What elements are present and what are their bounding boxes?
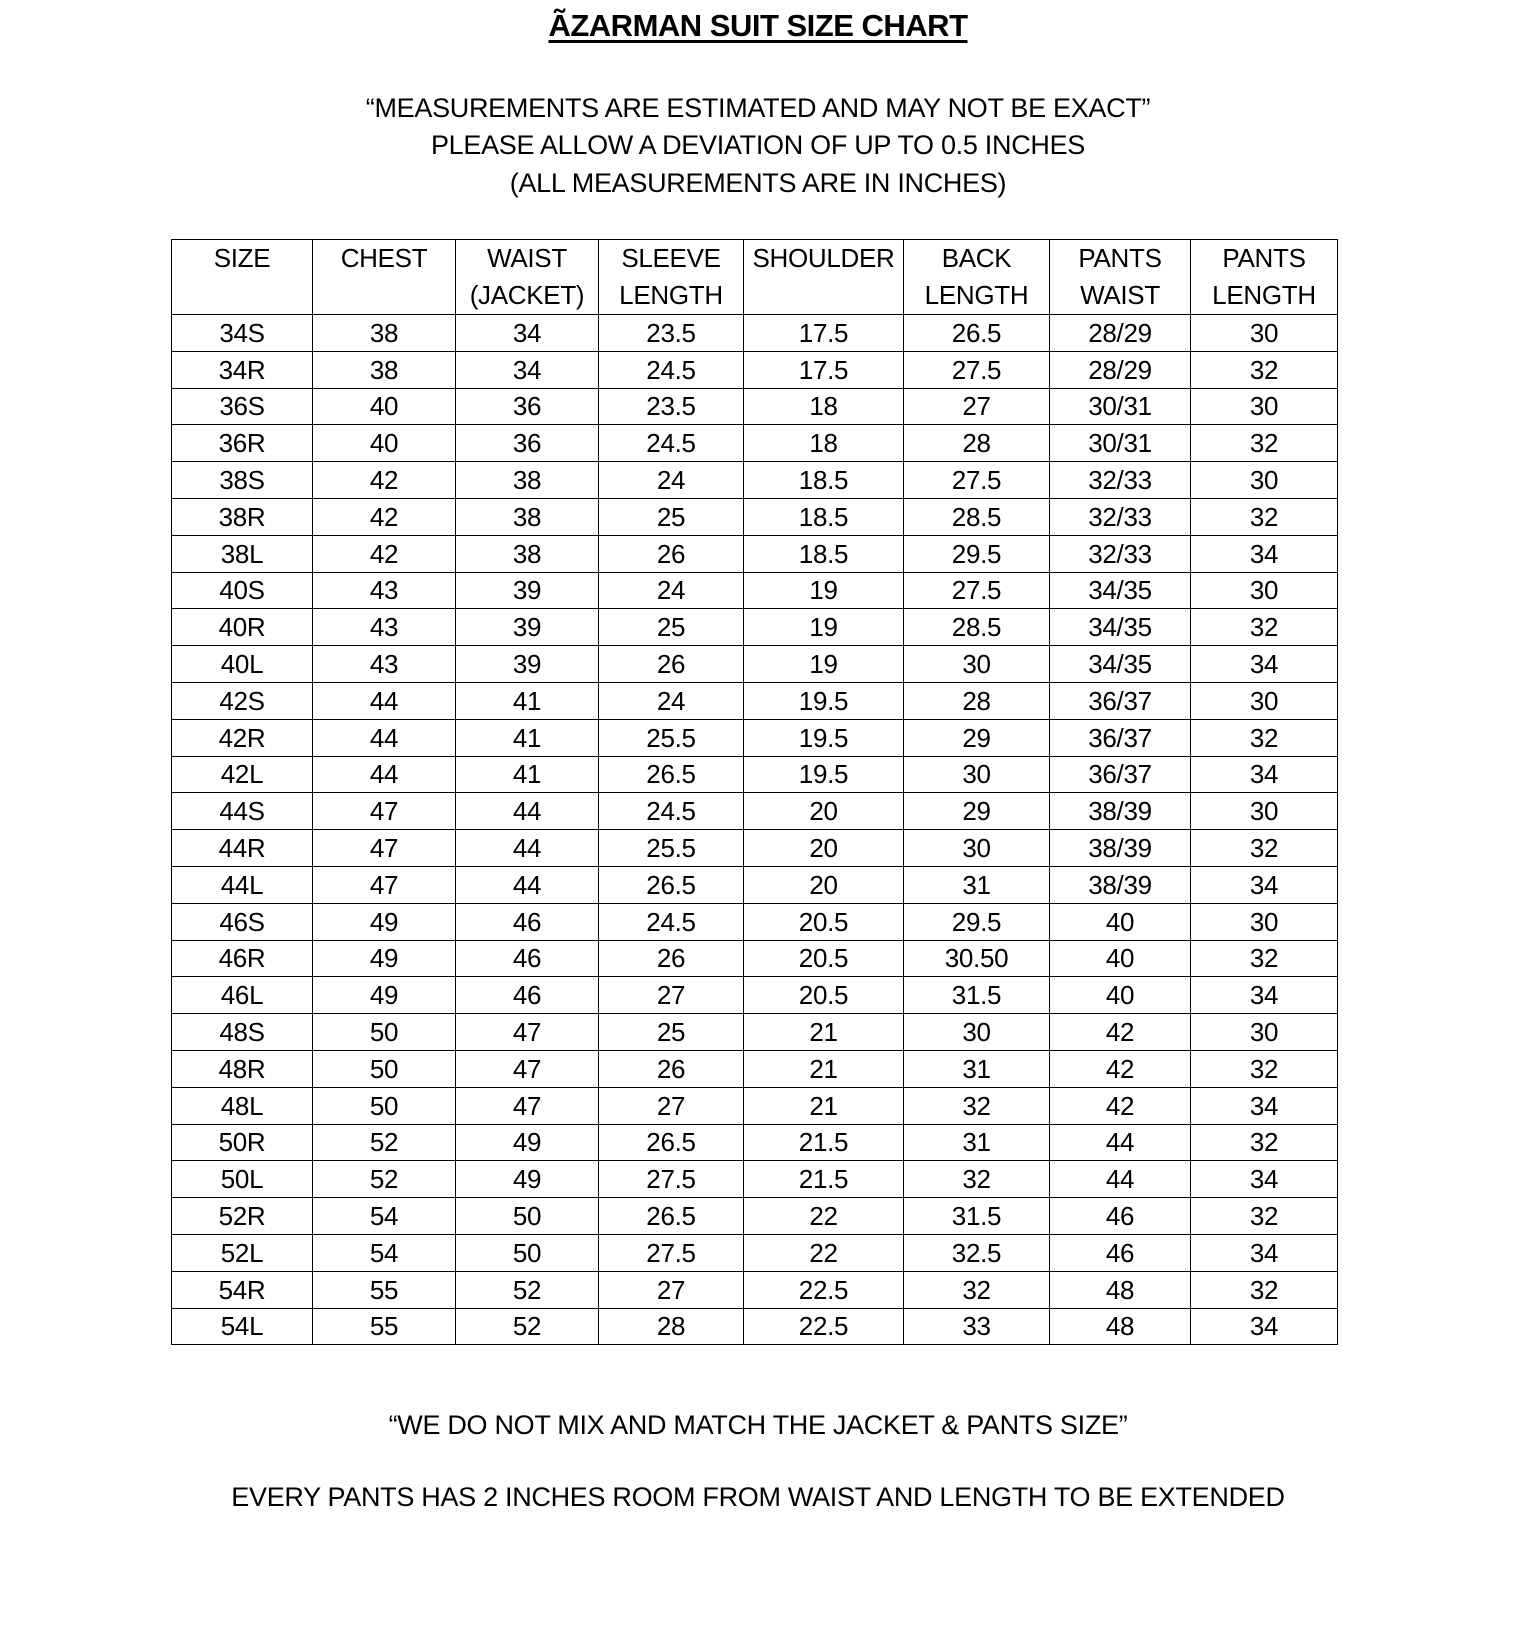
column-header	[172, 240, 313, 315]
pants-extension-note: EVERY PANTS HAS 2 INCHES ROOM FROM WAIST AND LENGTH TO BE EXTENDED	[231, 1482, 1285, 1512]
table-cell: 30.50	[904, 940, 1050, 977]
table-cell: 26.5	[599, 756, 744, 793]
column-header-line	[313, 277, 455, 314]
column-header-line: SIZE	[213, 243, 271, 273]
table-row	[172, 388, 1338, 425]
table-cell: 34/35	[1050, 609, 1191, 646]
table-cell: 48S	[172, 1014, 313, 1051]
table-row	[172, 609, 1338, 646]
table-cell: 41	[456, 756, 599, 793]
table-cell: 47	[313, 830, 456, 867]
table-cell: 52	[313, 1161, 456, 1198]
table-cell: 29	[904, 793, 1050, 830]
table-row	[172, 977, 1338, 1014]
table-cell: 49	[456, 1124, 599, 1161]
table-cell: 29.5	[904, 535, 1050, 572]
table-cell: 32	[1191, 1124, 1338, 1161]
table-cell: 27.5	[904, 572, 1050, 609]
table-cell: 36/37	[1050, 756, 1191, 793]
table-cell: 44	[313, 756, 456, 793]
table-row	[172, 1234, 1338, 1271]
table-header-row	[172, 240, 1338, 315]
table-cell: 38	[313, 315, 456, 352]
table-cell: 54	[313, 1234, 456, 1271]
table-cell: 29	[904, 719, 1050, 756]
table-cell: 24.5	[599, 425, 744, 462]
table-row	[172, 1271, 1338, 1308]
units-note: (ALL MEASUREMENTS ARE IN INCHES)	[509, 168, 1007, 198]
table-cell: 34	[1191, 535, 1338, 572]
table-cell: 31	[904, 1050, 1050, 1087]
table-cell: 54R	[172, 1271, 313, 1308]
table-cell: 38/39	[1050, 830, 1191, 867]
table-cell: 24	[599, 572, 744, 609]
column-header	[599, 240, 744, 315]
table-cell: 42	[313, 462, 456, 499]
mix-match-note: “WE DO NOT MIX AND MATCH THE JACKET & PANTS SIZE”	[388, 1410, 1128, 1440]
table-cell: 28	[904, 425, 1050, 462]
table-cell: 38R	[172, 498, 313, 535]
table-cell: 44S	[172, 793, 313, 830]
table-cell: 44	[456, 830, 599, 867]
table-cell: 27	[599, 1271, 744, 1308]
table-cell: 50	[456, 1198, 599, 1235]
table-cell: 50R	[172, 1124, 313, 1161]
table-cell: 32	[904, 1161, 1050, 1198]
table-cell: 42S	[172, 682, 313, 719]
table-cell: 46	[456, 977, 599, 1014]
table-cell: 32	[1191, 351, 1338, 388]
table-row	[172, 1124, 1338, 1161]
table-cell: 38	[313, 351, 456, 388]
table-cell: 44	[313, 682, 456, 719]
table-cell: 46R	[172, 940, 313, 977]
table-cell: 30	[1191, 315, 1338, 352]
table-cell: 32	[1191, 425, 1338, 462]
table-cell: 40	[1050, 903, 1191, 940]
table-cell: 43	[313, 609, 456, 646]
table-cell: 26.5	[599, 866, 744, 903]
table-cell: 40	[1050, 940, 1191, 977]
table-cell: 24	[599, 682, 744, 719]
table-row	[172, 719, 1338, 756]
table-cell: 30	[1191, 682, 1338, 719]
column-header-line: LENGTH	[924, 280, 1029, 310]
table-cell: 46S	[172, 903, 313, 940]
column-header-line: SHOULDER	[752, 243, 895, 273]
table-cell: 22	[744, 1234, 904, 1271]
table-cell: 17.5	[744, 351, 904, 388]
table-cell: 38/39	[1050, 866, 1191, 903]
table-row	[172, 646, 1338, 683]
table-cell: 26	[599, 940, 744, 977]
column-header-line: WAIST	[1080, 280, 1160, 310]
table-cell: 47	[456, 1087, 599, 1124]
table-cell: 27	[904, 388, 1050, 425]
table-cell: 32/33	[1050, 462, 1191, 499]
table-cell: 30	[1191, 903, 1338, 940]
table-cell: 19	[744, 572, 904, 609]
table-cell: 20	[744, 866, 904, 903]
column-header-line: PANTS	[1222, 243, 1306, 273]
table-cell: 47	[456, 1050, 599, 1087]
table-cell: 36S	[172, 388, 313, 425]
column-header-line: (JACKET)	[469, 280, 585, 310]
table-cell: 42L	[172, 756, 313, 793]
table-row	[172, 1198, 1338, 1235]
table-cell: 22	[744, 1198, 904, 1235]
table-cell: 20.5	[744, 977, 904, 1014]
table-cell: 32	[1191, 498, 1338, 535]
table-row	[172, 793, 1338, 830]
table-cell: 46L	[172, 977, 313, 1014]
table-cell: 26	[599, 535, 744, 572]
table-cell: 55	[313, 1308, 456, 1345]
table-cell: 34	[1191, 1234, 1338, 1271]
table-cell: 43	[313, 572, 456, 609]
table-cell: 32	[1191, 609, 1338, 646]
table-cell: 32	[1191, 830, 1338, 867]
table-cell: 52	[313, 1124, 456, 1161]
table-cell: 19.5	[744, 719, 904, 756]
table-cell: 38L	[172, 535, 313, 572]
table-cell: 46	[456, 940, 599, 977]
table-cell: 27.5	[904, 462, 1050, 499]
table-cell: 40R	[172, 609, 313, 646]
table-cell: 34R	[172, 351, 313, 388]
table-cell: 30	[904, 646, 1050, 683]
table-row	[172, 1161, 1338, 1198]
table-cell: 44	[456, 793, 599, 830]
table-cell: 31.5	[904, 977, 1050, 1014]
table-cell: 40	[1050, 977, 1191, 1014]
table-cell: 25	[599, 498, 744, 535]
table-cell: 22.5	[744, 1308, 904, 1345]
table-cell: 31	[904, 1124, 1050, 1161]
table-cell: 50L	[172, 1161, 313, 1198]
table-cell: 50	[313, 1014, 456, 1051]
column-header-line: SLEEVE	[621, 243, 721, 273]
table-row	[172, 572, 1338, 609]
table-cell: 42R	[172, 719, 313, 756]
table-cell: 55	[313, 1271, 456, 1308]
table-cell: 32.5	[904, 1234, 1050, 1271]
table-cell: 52R	[172, 1198, 313, 1235]
table-cell: 34/35	[1050, 646, 1191, 683]
table-cell: 27	[599, 1087, 744, 1124]
table-cell: 44	[313, 719, 456, 756]
deviation-note: PLEASE ALLOW A DEVIATION OF UP TO 0.5 INCHES	[430, 130, 1086, 160]
table-cell: 23.5	[599, 315, 744, 352]
column-header	[744, 240, 904, 315]
table-row	[172, 940, 1338, 977]
table-cell: 30	[1191, 793, 1338, 830]
table-cell: 21	[744, 1050, 904, 1087]
table-cell: 30/31	[1050, 425, 1191, 462]
table-cell: 46	[1050, 1198, 1191, 1235]
table-cell: 34	[1191, 646, 1338, 683]
table-cell: 33	[904, 1308, 1050, 1345]
column-header-line	[172, 277, 312, 314]
table-cell: 36R	[172, 425, 313, 462]
table-cell: 38	[456, 498, 599, 535]
table-cell: 19.5	[744, 682, 904, 719]
table-cell: 39	[456, 572, 599, 609]
table-cell: 34	[1191, 866, 1338, 903]
table-cell: 52	[456, 1271, 599, 1308]
table-cell: 46	[1050, 1234, 1191, 1271]
table-cell: 18.5	[744, 462, 904, 499]
table-cell: 30	[1191, 1014, 1338, 1051]
table-cell: 28	[904, 682, 1050, 719]
table-row	[172, 830, 1338, 867]
table-cell: 24	[599, 462, 744, 499]
column-header-line: CHEST	[340, 243, 428, 273]
table-cell: 40	[313, 388, 456, 425]
table-cell: 21	[744, 1014, 904, 1051]
table-cell: 44L	[172, 866, 313, 903]
table-cell: 21.5	[744, 1161, 904, 1198]
table-cell: 36/37	[1050, 682, 1191, 719]
table-cell: 39	[456, 609, 599, 646]
table-row	[172, 682, 1338, 719]
column-header	[904, 240, 1050, 315]
table-row	[172, 1308, 1338, 1345]
table-cell: 38/39	[1050, 793, 1191, 830]
size-chart-table	[171, 239, 1338, 1345]
table-cell: 52L	[172, 1234, 313, 1271]
table-row	[172, 315, 1338, 352]
table-cell: 54	[313, 1198, 456, 1235]
table-row	[172, 535, 1338, 572]
table-cell: 42	[1050, 1014, 1191, 1051]
table-row	[172, 425, 1338, 462]
table-cell: 32	[1191, 1198, 1338, 1235]
column-header	[1050, 240, 1191, 315]
table-cell: 41	[456, 719, 599, 756]
table-cell: 34S	[172, 315, 313, 352]
table-cell: 27	[599, 977, 744, 1014]
table-cell: 40	[313, 425, 456, 462]
table-cell: 28/29	[1050, 315, 1191, 352]
table-cell: 25.5	[599, 830, 744, 867]
table-cell: 34	[1191, 1161, 1338, 1198]
table-cell: 30	[904, 1014, 1050, 1051]
table-cell: 44	[456, 866, 599, 903]
table-cell: 39	[456, 646, 599, 683]
table-cell: 30	[904, 756, 1050, 793]
table-cell: 19	[744, 609, 904, 646]
table-cell: 19.5	[744, 756, 904, 793]
table-cell: 50	[313, 1087, 456, 1124]
table-cell: 32	[1191, 1050, 1338, 1087]
table-cell: 32	[904, 1271, 1050, 1308]
table-cell: 52	[456, 1308, 599, 1345]
table-cell: 32	[904, 1087, 1050, 1124]
table-cell: 20	[744, 793, 904, 830]
table-cell: 19	[744, 646, 904, 683]
table-cell: 38	[456, 462, 599, 499]
table-cell: 49	[456, 1161, 599, 1198]
column-header-line: LENGTH	[1212, 280, 1316, 310]
table-row	[172, 1050, 1338, 1087]
table-body	[172, 315, 1338, 1345]
table-cell: 50	[456, 1234, 599, 1271]
table-row	[172, 903, 1338, 940]
table-cell: 20.5	[744, 903, 904, 940]
table-cell: 26.5	[904, 315, 1050, 352]
table-cell: 26	[599, 646, 744, 683]
table-cell: 25	[599, 609, 744, 646]
table-cell: 44	[1050, 1124, 1191, 1161]
column-header-line: BACK	[941, 243, 1012, 273]
table-cell: 43	[313, 646, 456, 683]
table-cell: 25	[599, 1014, 744, 1051]
table-cell: 28.5	[904, 609, 1050, 646]
table-cell: 24.5	[599, 351, 744, 388]
table-cell: 30/31	[1050, 388, 1191, 425]
table-cell: 24.5	[599, 793, 744, 830]
column-header-line	[744, 277, 903, 314]
table-cell: 47	[313, 866, 456, 903]
table-cell: 27.5	[904, 351, 1050, 388]
table-cell: 44	[1050, 1161, 1191, 1198]
table-row	[172, 462, 1338, 499]
table-cell: 47	[456, 1014, 599, 1051]
table-cell: 34	[1191, 1308, 1338, 1345]
table-cell: 42	[1050, 1050, 1191, 1087]
table-cell: 32/33	[1050, 535, 1191, 572]
table-cell: 30	[1191, 388, 1338, 425]
table-row	[172, 756, 1338, 793]
table-cell: 25.5	[599, 719, 744, 756]
table-cell: 42	[313, 498, 456, 535]
table-cell: 31	[904, 866, 1050, 903]
table-cell: 48	[1050, 1308, 1191, 1345]
table-cell: 49	[313, 903, 456, 940]
table-cell: 34/35	[1050, 572, 1191, 609]
column-header	[313, 240, 456, 315]
table-cell: 47	[313, 793, 456, 830]
table-cell: 30	[1191, 572, 1338, 609]
table-cell: 38	[456, 535, 599, 572]
table-cell: 50	[313, 1050, 456, 1087]
table-cell: 38S	[172, 462, 313, 499]
table-row	[172, 1014, 1338, 1051]
table-cell: 32	[1191, 940, 1338, 977]
table-cell: 28.5	[904, 498, 1050, 535]
table-cell: 17.5	[744, 315, 904, 352]
table-cell: 48	[1050, 1271, 1191, 1308]
table-cell: 21	[744, 1087, 904, 1124]
table-cell: 29.5	[904, 903, 1050, 940]
table-cell: 18.5	[744, 535, 904, 572]
table-cell: 22.5	[744, 1271, 904, 1308]
table-cell: 34	[1191, 756, 1338, 793]
table-cell: 27.5	[599, 1161, 744, 1198]
table-cell: 42	[313, 535, 456, 572]
table-cell: 28	[599, 1308, 744, 1345]
table-cell: 34	[456, 351, 599, 388]
table-cell: 32/33	[1050, 498, 1191, 535]
table-cell: 20.5	[744, 940, 904, 977]
column-header	[456, 240, 599, 315]
table-row	[172, 1087, 1338, 1124]
table-cell: 26	[599, 1050, 744, 1087]
table-cell: 36	[456, 388, 599, 425]
table-cell: 23.5	[599, 388, 744, 425]
table-cell: 48L	[172, 1087, 313, 1124]
table-cell: 49	[313, 977, 456, 1014]
column-header	[1191, 240, 1338, 315]
table-cell: 42	[1050, 1087, 1191, 1124]
table-cell: 49	[313, 940, 456, 977]
table-cell: 54L	[172, 1308, 313, 1345]
table-cell: 31.5	[904, 1198, 1050, 1235]
table-cell: 32	[1191, 1271, 1338, 1308]
table-cell: 40L	[172, 646, 313, 683]
table-cell: 30	[1191, 462, 1338, 499]
table-cell: 48R	[172, 1050, 313, 1087]
table-cell: 46	[456, 903, 599, 940]
table-cell: 28/29	[1050, 351, 1191, 388]
column-header-line: WAIST	[487, 243, 567, 273]
table-cell: 18	[744, 425, 904, 462]
table-cell: 24.5	[599, 903, 744, 940]
table-cell: 30	[904, 830, 1050, 867]
column-header-line: LENGTH	[619, 280, 723, 310]
table-cell: 20	[744, 830, 904, 867]
table-cell: 26.5	[599, 1124, 744, 1161]
table-cell: 34	[1191, 977, 1338, 1014]
table-cell: 18	[744, 388, 904, 425]
table-cell: 34	[456, 315, 599, 352]
table-row	[172, 351, 1338, 388]
table-cell: 36	[456, 425, 599, 462]
table-cell: 41	[456, 682, 599, 719]
table-cell: 26.5	[599, 1198, 744, 1235]
table-cell: 27.5	[599, 1234, 744, 1271]
table-cell: 44R	[172, 830, 313, 867]
table-row	[172, 498, 1338, 535]
table-cell: 32	[1191, 719, 1338, 756]
measurement-disclaimer: “MEASUREMENTS ARE ESTIMATED AND MAY NOT BE EXACT”	[365, 93, 1151, 123]
table-row	[172, 866, 1338, 903]
table-cell: 36/37	[1050, 719, 1191, 756]
table-cell: 40S	[172, 572, 313, 609]
table-cell: 21.5	[744, 1124, 904, 1161]
column-header-line: PANTS	[1078, 243, 1162, 273]
page-title: ÃZARMAN SUIT SIZE CHART	[548, 8, 968, 43]
table-cell: 34	[1191, 1087, 1338, 1124]
table-cell: 18.5	[744, 498, 904, 535]
